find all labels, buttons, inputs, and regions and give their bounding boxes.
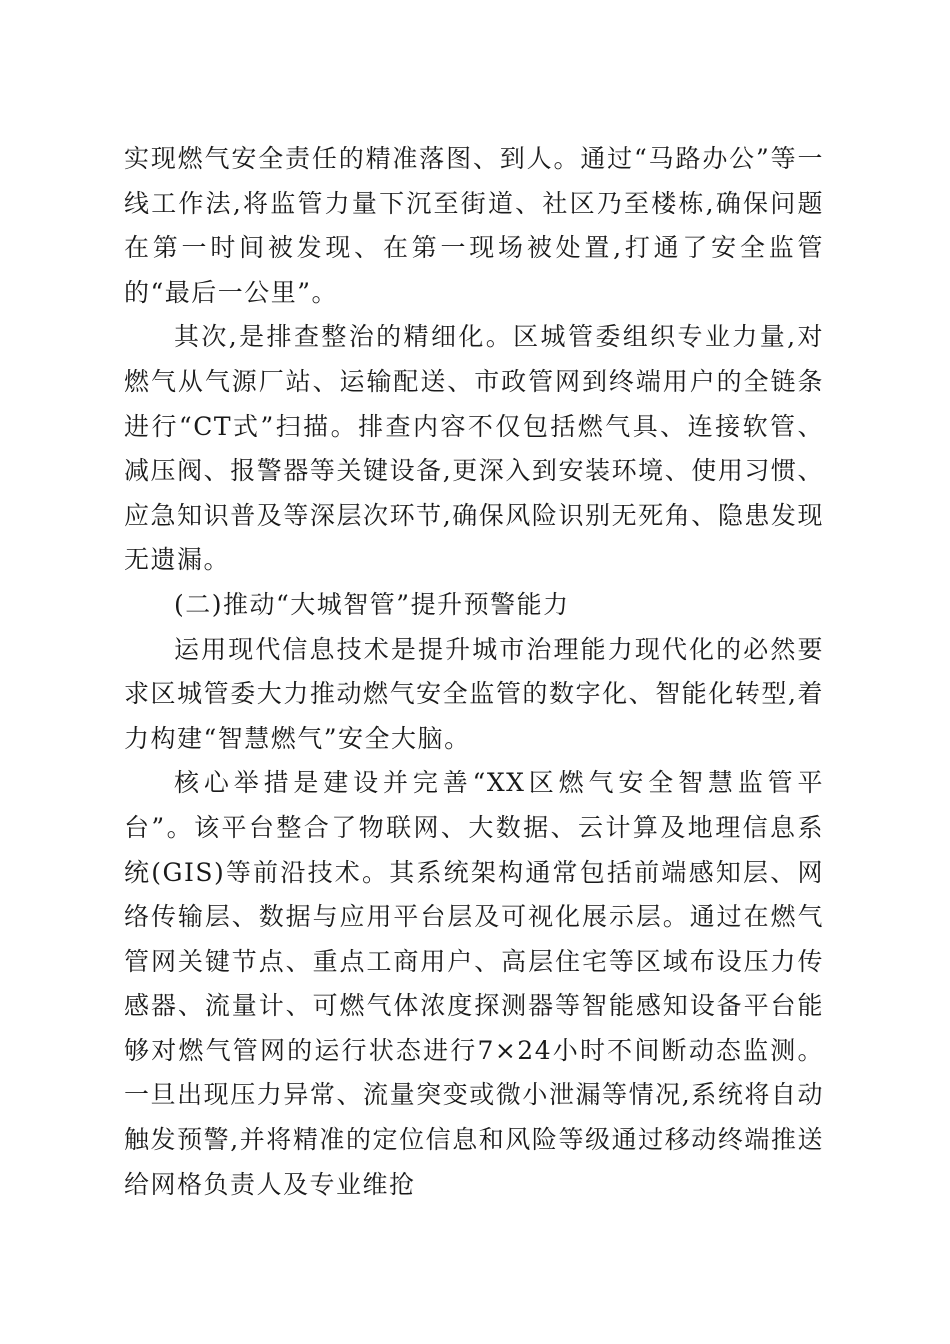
section-heading: (二)推动“大城智管”提升预警能力 bbox=[174, 589, 570, 619]
paragraph-continuation: 实现燃气安全责任的精准落图、到人。通过“马路办公”等一线工作法,将监管力量下沉至街道、社区乃至楼栋,确保问题在第一时间被发现、在第一现场被处置,打通了安全监管的“最后一公里”。 bbox=[124, 144, 824, 307]
paragraph-inspection: 其次,是排查整治的精细化。区城管委组织专业力量,对燃气从气源厂站、运输配送、市政管网到终端用户的全链条进行“CT式”扫描。排查内容不仅包括燃气具、连接软管、减压阀、报警器等关键设备,更深入到安装环境、使用习惯、应急知识普及等深层次环节,确保风险识别无死角、隐患发现无遗漏。 bbox=[124, 322, 824, 575]
paragraph-platform: 核心举措是建设并完善“XX区燃气安全智慧监管平台”。该平台整合了物联网、大数据、云计算及地理信息系统(GIS)等前沿技术。其系统架构通常包括前端感知层、网络传输层、数据与应用平台层及可视化展示层。通过在燃气管网关键节点、重点工商用户、高层住宅等区域布设压力传感器、流量计、可燃气体浓度探测器等智能感知设备平台能够对燃气管网的运行状态进行7×24小时不间断动态监测。一旦出现压力异常、流量突变或微小泄漏等情况,系统将自动触发预警,并将精准的定位信息和风险等级通过移动终端推送给网格负责人及专业维抢 bbox=[124, 768, 824, 1199]
document-body bbox=[124, 137, 824, 1207]
paragraph-digital: 运用现代信息技术是提升城市治理能力现代化的必然要求区城管委大力推动燃气安全监管的数字化、智能化转型,着力构建“智慧燃气”安全大脑。 bbox=[124, 634, 824, 753]
